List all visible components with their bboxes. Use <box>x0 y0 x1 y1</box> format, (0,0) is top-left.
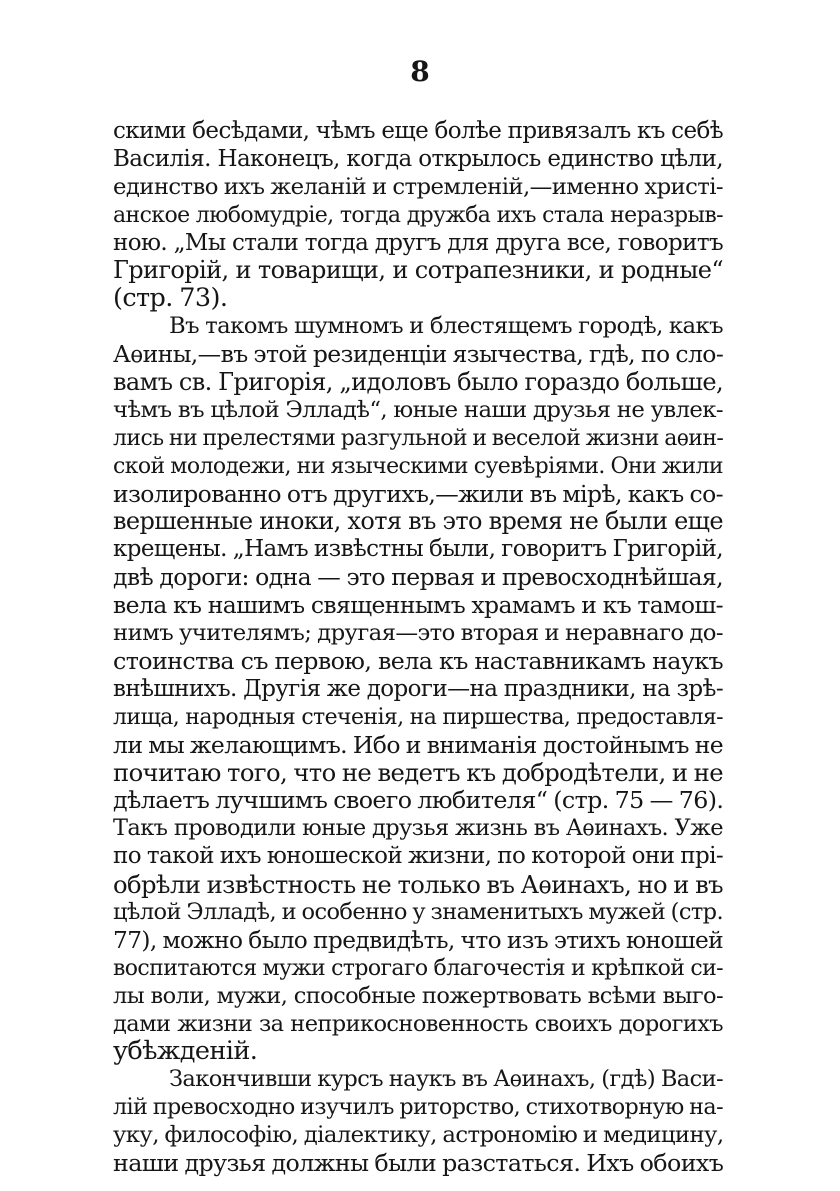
text-line: обрѣли извѣстность не только въ Аѳинахъ, но и въ <box>113 870 723 900</box>
text-line: наши друзья должны были разстаться. Ихъ обоихъ <box>113 1148 724 1177</box>
text-line: ною. „Мы стали тогда другъ для друга все, говоритъ <box>113 229 723 256</box>
text-line: Такъ проводили юные друзья жизнь въ Аѳинахъ. Уже <box>113 815 723 842</box>
text-line: вершенные иноки, хотя въ это время не были еще <box>113 507 723 536</box>
paragraph-start-line: Закончивши курсъ наукъ въ Аѳинахъ, (гдѣ) Васи- <box>169 1066 723 1093</box>
text-line: Василія. Наконецъ, когда открылось единство цѣли, <box>113 145 723 172</box>
text-line: дами жизни за неприкосновенность своихъ дорогихъ <box>113 1010 723 1037</box>
text-line: Аѳины,—въ этой резиденціи язычества, гдѣ, по сло- <box>113 340 724 369</box>
text-line: скими бесѣдами, чѣмъ еще болѣе привязалъ къ себѣ <box>113 118 723 144</box>
text-line: двѣ дороги: одна — это первая и превосходнѣйшая, <box>113 563 723 592</box>
body-text <box>113 118 723 1178</box>
text-line: уку, философію, діалектику, астрономію и медицину, <box>113 1122 724 1149</box>
text-line: анское любомудріе, тогда дружба ихъ стала неразрыв- <box>113 202 723 228</box>
text-line: вамъ св. Григорія, „идоловъ было гораздо больше, <box>113 368 723 397</box>
text-line: чѣмъ въ цѣлой Элладѣ“, юные наши друзья не увлек- <box>113 396 723 423</box>
text-line: лій превосходно изучилъ риторство, стихотворную на- <box>113 1094 723 1121</box>
paragraph-start-line: Въ такомъ шумномъ и блестящемъ городѣ, какъ <box>169 313 723 340</box>
text-line: стоинства съ первою, вела къ наставникамъ наукъ <box>113 646 723 675</box>
text-line: по такой ихъ юношеской жизни, по которой они прі- <box>113 843 723 870</box>
text-line: лись ни прелестями разгульной и веселой жизни аѳин- <box>113 425 724 451</box>
page-number: 8 <box>410 55 430 88</box>
text-line: (стр. 73). <box>113 283 228 314</box>
text-line: 77), можно было предвидѣть, что изъ этихъ юношей <box>113 926 723 954</box>
text-line: крещены. „Намъ извѣстны были, говоритъ Григорій, <box>113 536 723 563</box>
text-line: изолированно отъ другихъ,—жили въ мірѣ, какъ со- <box>113 479 723 508</box>
text-line: лы воли, мужи, способные пожертвовать всѣми выго- <box>113 982 723 1009</box>
text-line: почитаю того, что не ведетъ къ добродѣтели, и не <box>113 758 723 788</box>
text-line: воспитаются мужи строгаго благочестія и крѣпкой си- <box>113 955 723 981</box>
text-line: единство ихъ желаній и стремленій,—именно христі- <box>113 173 723 200</box>
text-line: Григорій, и товарищи, и сотрапезники, и родные“ <box>113 256 723 285</box>
text-line: ской молодежи, ни языческими суевѣріями. Они жили <box>113 453 723 479</box>
text-line: цѣлой Элладѣ, и особенно у знаменитыхъ мужей (стр. <box>113 898 724 925</box>
text-line: лища, народныя стеченія, на пиршества, предоставля- <box>113 704 723 730</box>
text-line: вела къ нашимъ священнымъ храмамъ и къ тамош- <box>113 591 723 620</box>
text-line: ли мы желающимъ. Ибо и вниманія достойнымъ не <box>113 730 724 759</box>
text-line: нимъ учителямъ; другая—это вторая и неравнаго до- <box>113 620 723 647</box>
text-line: внѣшнихъ. Другія же дороги—на праздники, на зрѣ- <box>113 675 723 702</box>
text-line: дѣлаетъ лучшимъ своего любителя“ (стр. 75 — 76). <box>113 786 724 815</box>
text-line: убѣжденій. <box>113 1036 258 1067</box>
